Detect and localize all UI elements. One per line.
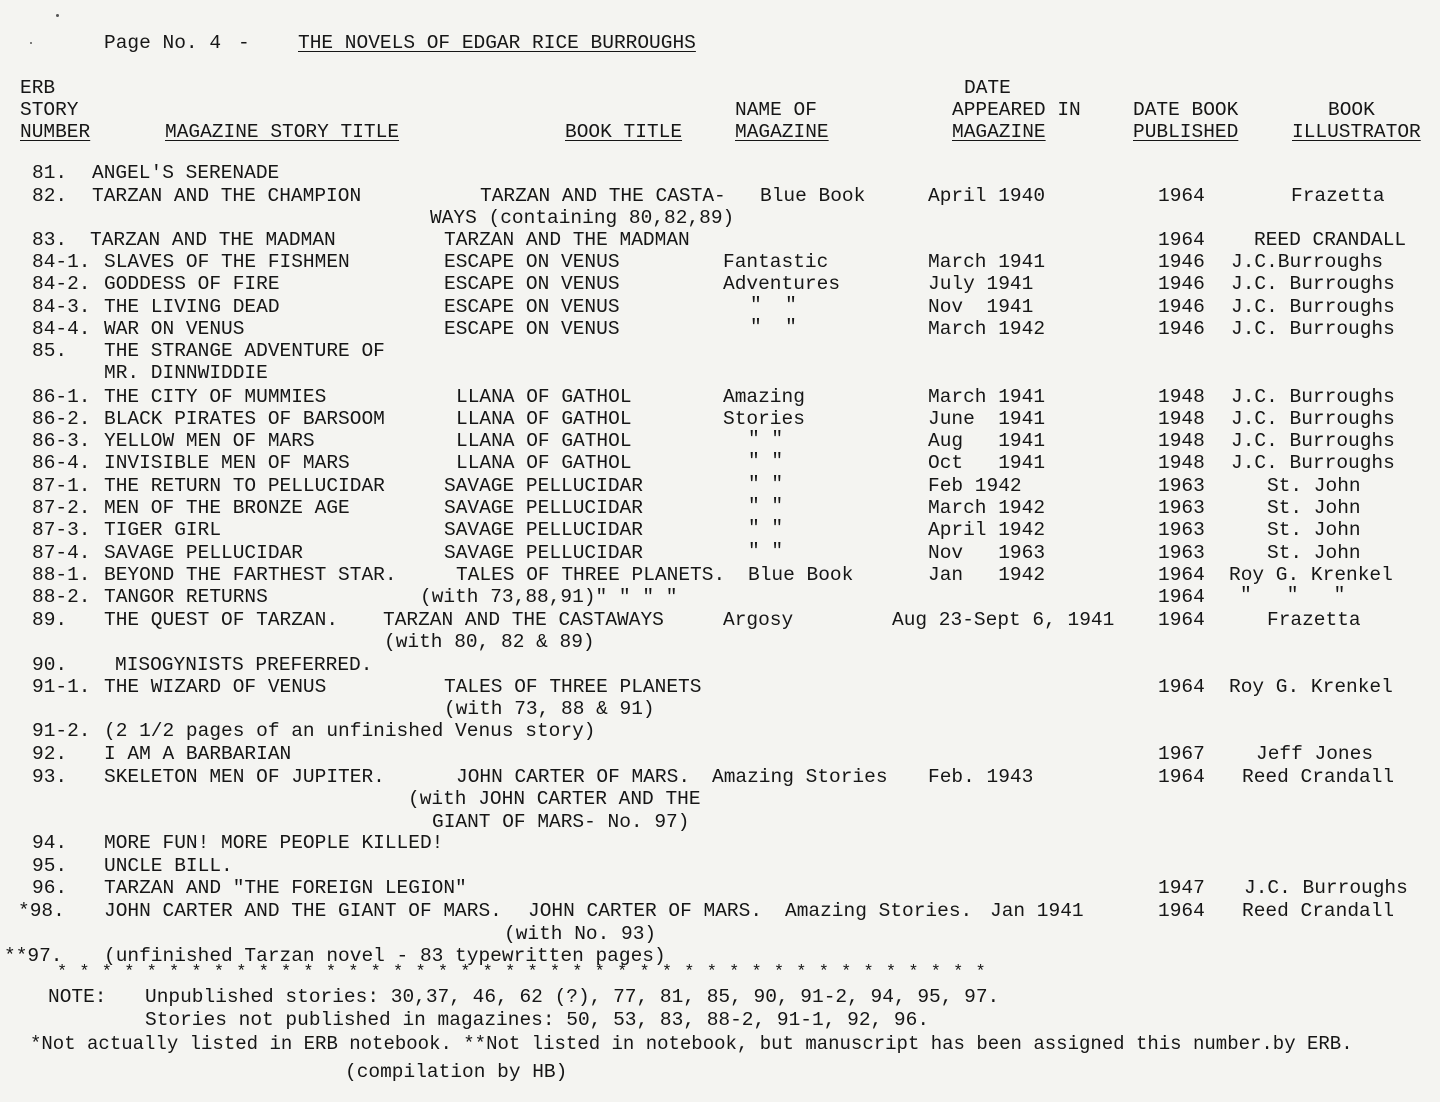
header-name-of-magazine-1: NAME OF (735, 99, 817, 121)
illustrator: Roy G. Krenkel (1229, 564, 1393, 586)
story-title: MEN OF THE BRONZE AGE (104, 497, 350, 519)
story-title: THE LIVING DEAD (104, 296, 280, 318)
story-number: 89. (32, 609, 68, 631)
magazine-name: " " (748, 495, 784, 517)
magazine-name: " " (748, 450, 784, 472)
magazine-name: Blue Book (760, 185, 866, 207)
book-title: GIANT OF MARS- No. 97) (432, 811, 690, 833)
magazine-name: " " (750, 316, 797, 338)
magazine-name: Argosy (723, 609, 794, 631)
book-title: ESCAPE ON VENUS (444, 251, 620, 273)
book-title: JOHN CARTER OF MARS. (456, 766, 691, 788)
story-number: **97. (4, 945, 63, 967)
magazine-date: March 1941 (928, 386, 1046, 408)
magazine-name: Amazing Stories. (785, 900, 973, 922)
magazine-name: " " (748, 540, 784, 562)
illustrator: REED CRANDALL (1254, 229, 1407, 251)
illustrator: St. John (1267, 497, 1361, 519)
book-title: WAYS (containing 80,82,89) (430, 207, 735, 229)
story-title: MORE FUN! MORE PEOPLE KILLED! (104, 832, 444, 854)
story-title: MISOGYNISTS PREFERRED. (115, 654, 373, 676)
publish-date: 1964 (1158, 586, 1205, 608)
story-title: TARZAN AND THE MADMAN (90, 229, 336, 251)
illustrator: Frazetta (1291, 185, 1385, 207)
magazine-name: Stories (723, 408, 805, 430)
story-number: 95. (32, 855, 68, 877)
illustrator: Jeff Jones (1256, 743, 1374, 765)
book-title: LLANA OF GATHOL (456, 386, 632, 408)
illustrator: J.C. Burroughs (1231, 296, 1395, 318)
magazine-date: Nov 1941 (928, 296, 1034, 318)
story-title: BEYOND THE FARTHEST STAR. (104, 564, 397, 586)
book-title: (with 80, 82 & 89) (384, 631, 595, 653)
illustrator: J.C. Burroughs (1231, 386, 1395, 408)
publish-date: 1946 (1158, 251, 1205, 273)
header-date-appeared-2: APPEARED IN (952, 99, 1081, 121)
header-date-appeared-1: DATE (964, 77, 1011, 99)
story-title: I AM A BARBARIAN (104, 743, 292, 765)
header-story-number-3: NUMBER (20, 121, 91, 143)
book-title: TALES OF THREE PLANETS. (456, 564, 726, 586)
illustrator: Roy G. Krenkel (1229, 676, 1393, 698)
footnote: *Not actually listed in ERB notebook. **Not listed in notebook, but manuscript has been assigned this number.by ERB. (30, 1033, 1353, 1055)
page-number: Page No. 4 (104, 32, 222, 54)
book-title: TALES OF THREE PLANETS (444, 676, 702, 698)
header-date-published-2: PUBLISHED (1133, 121, 1239, 143)
story-number: 87-4. (32, 542, 91, 564)
story-number: 87-2. (32, 497, 91, 519)
story-title: THE CITY OF MUMMIES (104, 386, 327, 408)
header-book-title: BOOK TITLE (565, 121, 683, 143)
illustrator: Frazetta (1267, 609, 1361, 631)
magazine-date: Jan 1942 (928, 564, 1046, 586)
magazine-date: July 1941 (928, 273, 1034, 295)
header-name-of-magazine-2: MAGAZINE (735, 121, 829, 143)
story-number: *98. (18, 900, 65, 922)
scan-speck (30, 42, 32, 44)
story-title: SLAVES OF THE FISHMEN (104, 251, 350, 273)
story-number: 87-3. (32, 519, 91, 541)
book-title: LLANA OF GATHOL (456, 430, 632, 452)
magazine-date: Feb 1942 (928, 475, 1022, 497)
story-number: 87-1. (32, 475, 91, 497)
book-title: (with JOHN CARTER AND THE (408, 788, 701, 810)
publish-date: 1964 (1158, 766, 1205, 788)
note-label: NOTE: (48, 986, 107, 1008)
story-number: 86-4. (32, 452, 91, 474)
scan-speck (56, 14, 59, 17)
story-number: 93. (32, 766, 68, 788)
publish-date: 1963 (1158, 519, 1205, 541)
publish-date: 1948 (1158, 452, 1205, 474)
magazine-date: Aug 23-Sept 6, 1941 (892, 609, 1115, 631)
magazine-name: " " (750, 294, 797, 316)
publish-date: 1948 (1158, 408, 1205, 430)
illustrator: Reed Crandall (1242, 766, 1395, 788)
publish-date: 1963 (1158, 475, 1205, 497)
magazine-date: March 1941 (928, 251, 1046, 273)
story-number: 85. (32, 340, 68, 362)
story-number: 84-4. (32, 318, 91, 340)
story-number: 84-1. (32, 251, 91, 273)
illustrator: St. John (1267, 542, 1361, 564)
header-date-published-1: DATE BOOK (1133, 99, 1239, 121)
star-divider: * * * * * * * * * * * * * * * * * * * * * * * * * * * * * * * * * * * * * * * * * * (57, 963, 987, 982)
magazine-name: Adventures (723, 273, 841, 295)
story-title: SKELETON MEN OF JUPITER. (104, 766, 385, 788)
note-not-in-magazines: Stories not published in magazines: 50, 53, 83, 88-2, 91-1, 92, 96. (145, 1009, 930, 1031)
header-magazine-story-title: MAGAZINE STORY TITLE (165, 121, 400, 143)
illustrator: J.C. Burroughs (1231, 430, 1395, 452)
illustrator: J.C. Burroughs (1231, 452, 1395, 474)
illustrator: J.C. Burroughs (1231, 408, 1395, 430)
story-number: 90. (32, 654, 68, 676)
publish-date: 1947 (1158, 877, 1205, 899)
publish-date: 1948 (1158, 386, 1205, 408)
page-title: THE NOVELS OF EDGAR RICE BURROUGHS (298, 32, 696, 54)
magazine-date: June 1941 (928, 408, 1046, 430)
magazine-date: March 1942 (928, 497, 1046, 519)
book-title: (with No. 93) (504, 923, 657, 945)
story-title: MR. DINNWIDDIE (104, 362, 268, 384)
publish-date: 1946 (1158, 318, 1205, 340)
book-title: LLANA OF GATHOL (456, 452, 632, 474)
compilation-credit: (compilation by HB) (345, 1061, 568, 1083)
illustrator: J.C. Burroughs (1244, 877, 1408, 899)
story-title: UNCLE BILL. (104, 855, 233, 877)
magazine-date: Nov 1963 (928, 542, 1046, 564)
story-number: 84-2. (32, 273, 91, 295)
publish-date: 1964 (1158, 900, 1205, 922)
story-number: 84-3. (32, 296, 91, 318)
story-title: TARZAN AND THE CHAMPION (92, 185, 362, 207)
story-number: 86-3. (32, 430, 91, 452)
magazine-name: " " (748, 517, 784, 539)
book-title: SAVAGE PELLUCIDAR (444, 497, 643, 519)
story-title: THE STRANGE ADVENTURE OF (104, 340, 385, 362)
publish-date: 1967 (1158, 743, 1205, 765)
illustrator: Reed Crandall (1242, 900, 1395, 922)
story-title: SAVAGE PELLUCIDAR (104, 542, 303, 564)
story-title: TIGER GIRL (104, 519, 222, 541)
publish-date: 1946 (1158, 296, 1205, 318)
story-title: GODDESS OF FIRE (104, 273, 280, 295)
story-title: THE RETURN TO PELLUCIDAR (104, 475, 385, 497)
publish-date: 1964 (1158, 564, 1205, 586)
illustrator: J.C. Burroughs (1231, 318, 1395, 340)
story-number: 96. (32, 877, 68, 899)
story-title: YELLOW MEN OF MARS (104, 430, 315, 452)
book-title: (with 73,88,91)" " " " (420, 586, 678, 608)
magazine-name: " " (748, 428, 784, 450)
story-title: TARZAN AND "THE FOREIGN LEGION" (104, 877, 467, 899)
story-title: BLACK PIRATES OF BARSOOM (104, 408, 385, 430)
magazine-date: April 1942 (928, 519, 1046, 541)
publish-date: 1963 (1158, 497, 1205, 519)
header-story-number-2: STORY (20, 99, 79, 121)
book-title: JOHN CARTER OF MARS. (528, 900, 763, 922)
note-unpublished: Unpublished stories: 30,37, 46, 62 (?), 77, 81, 85, 90, 91-2, 94, 95, 97. (145, 986, 1000, 1008)
magazine-date: March 1942 (928, 318, 1046, 340)
magazine-name: Blue Book (748, 564, 854, 586)
illustrator: St. John (1267, 519, 1361, 541)
book-title: SAVAGE PELLUCIDAR (444, 475, 643, 497)
header-story-number-1: ERB (20, 77, 56, 99)
story-number: 94. (32, 832, 68, 854)
story-title: (unfinished Tarzan novel - 83 typewritten pages) (104, 945, 666, 967)
book-title: TARZAN AND THE CASTAWAYS (383, 609, 664, 631)
story-title: INVISIBLE MEN OF MARS (104, 452, 350, 474)
magazine-name: " " (748, 473, 784, 495)
book-title: TARZAN AND THE MADMAN (444, 229, 690, 251)
book-title: TARZAN AND THE CASTA- (480, 185, 726, 207)
story-number: 91-2. (32, 720, 91, 742)
story-number: 83. (32, 229, 68, 251)
illustrator: J.C. Burroughs (1231, 273, 1395, 295)
magazine-date: Aug 1941 (928, 430, 1046, 452)
story-title: (2 1/2 pages of an unfinished Venus story) (104, 720, 596, 742)
story-title: THE QUEST OF TARZAN. (104, 609, 339, 631)
publish-date: 1963 (1158, 542, 1205, 564)
story-title: ANGEL'S SERENADE (92, 162, 280, 184)
book-title: LLANA OF GATHOL (456, 408, 632, 430)
book-title: ESCAPE ON VENUS (444, 273, 620, 295)
book-title: ESCAPE ON VENUS (444, 296, 620, 318)
heading-dash: - (238, 32, 250, 54)
story-number: 86-1. (32, 386, 91, 408)
magazine-name: Amazing Stories (712, 766, 888, 788)
magazine-date: April 1940 (928, 185, 1046, 207)
story-number: 81. (32, 162, 68, 184)
magazine-name: Amazing (723, 386, 805, 408)
story-number: 88-1. (32, 564, 91, 586)
illustrator: St. John (1267, 475, 1361, 497)
story-number: 82. (32, 185, 68, 207)
story-title: WAR ON VENUS (104, 318, 245, 340)
magazine-name: Fantastic (723, 251, 829, 273)
story-number: 92. (32, 743, 68, 765)
story-number: 91-1. (32, 676, 91, 698)
header-date-appeared-3: MAGAZINE (952, 121, 1046, 143)
book-title: ESCAPE ON VENUS (444, 318, 620, 340)
magazine-date: Oct 1941 (928, 452, 1046, 474)
header-illustrator-1: BOOK (1328, 99, 1375, 121)
magazine-date: Feb. 1943 (928, 766, 1034, 788)
book-title: SAVAGE PELLUCIDAR (444, 519, 643, 541)
publish-date: 1948 (1158, 430, 1205, 452)
publish-date: 1964 (1158, 229, 1205, 251)
story-number: 86-2. (32, 408, 91, 430)
header-illustrator-2: ILLUSTRATOR (1292, 121, 1421, 143)
publish-date: 1964 (1158, 609, 1205, 631)
story-number: 88-2. (32, 586, 91, 608)
book-title: SAVAGE PELLUCIDAR (444, 542, 643, 564)
story-title: THE WIZARD OF VENUS (104, 676, 327, 698)
story-title: TANGOR RETURNS (104, 586, 268, 608)
publish-date: 1964 (1158, 185, 1205, 207)
publish-date: 1964 (1158, 676, 1205, 698)
illustrator: J.C.Burroughs (1231, 251, 1384, 273)
book-title: (with 73, 88 & 91) (444, 698, 655, 720)
story-title: JOHN CARTER AND THE GIANT OF MARS. (104, 900, 502, 922)
publish-date: 1946 (1158, 273, 1205, 295)
magazine-date: Jan 1941 (990, 900, 1084, 922)
illustrator: " " " (1240, 584, 1346, 606)
